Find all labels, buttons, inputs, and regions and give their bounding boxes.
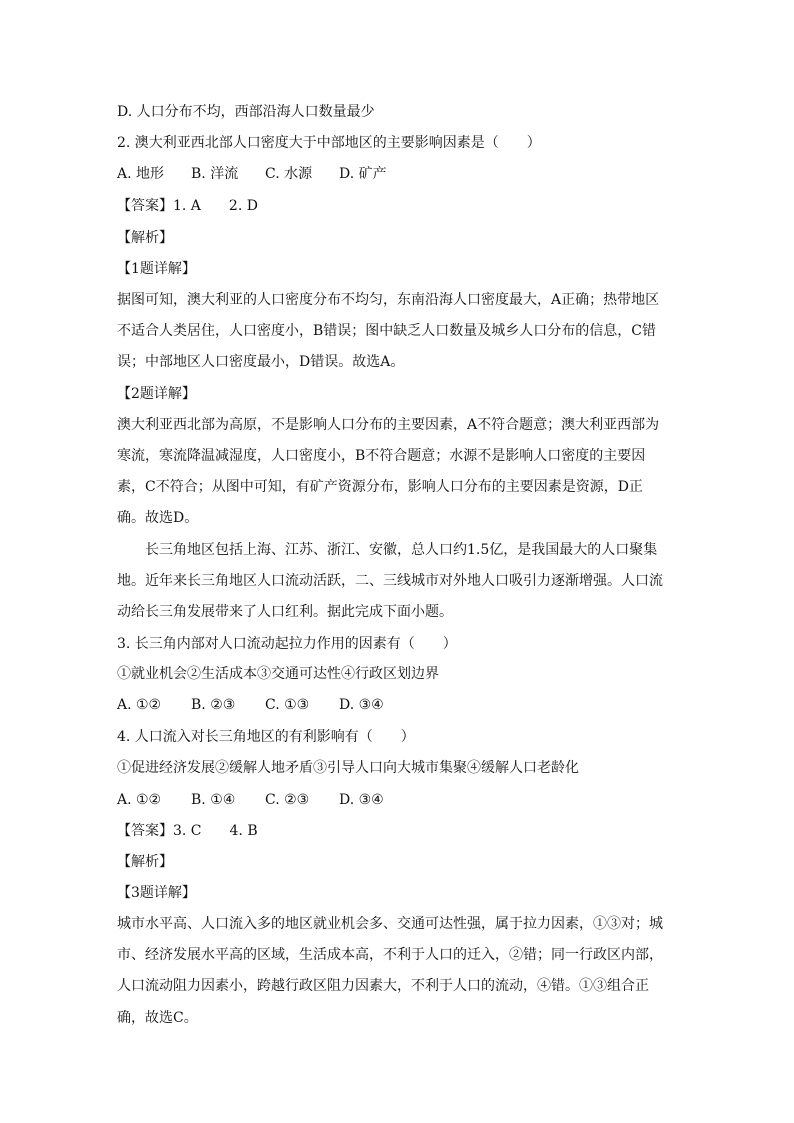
- analysis-label-1: 【解析】: [117, 230, 173, 246]
- detail-3-line: 确，故选C。: [117, 1010, 198, 1026]
- q1-option-d: D. 人口分布不均，西部沿海人口数量最少: [117, 104, 375, 120]
- q4-items: ①促进经济发展②缓解人地矛盾③引导人口向大城市集聚④缓解人口老龄化: [117, 760, 579, 776]
- q2-option-b: B. 洋流: [191, 166, 239, 182]
- answer-1-2: 【答案】1. A 2. D: [117, 198, 258, 214]
- detail-3-line: 市、经济发展水平高的区域，生活成本高，不利于人口的迁入，②错；同一行政区内部，: [117, 947, 663, 963]
- detail-2-line: 确。故选D。: [117, 510, 199, 526]
- detail-3-line: 人口流动阻力因素小，跨越行政区阻力因素大，不利于人口的流动，④错。①③组合正: [117, 978, 649, 994]
- q3-option-d: D. ③④: [339, 697, 384, 713]
- q4-options: [117, 790, 682, 810]
- q2-option-d: D. 矿产: [339, 166, 387, 182]
- q2-option-a: A. 地形: [117, 166, 165, 182]
- q3-option-b: B. ②③: [191, 697, 236, 713]
- answer-3-4: 【答案】3. C 4. B: [117, 823, 258, 839]
- detail-3-line: 城市水平高、人口流入多的地区就业机会多、交通可达性强，属于拉力因素，①③对；城: [117, 916, 663, 932]
- q4-option-d: D. ③④: [339, 792, 384, 808]
- detail-1-line: 不适合人类居住，人口密度小，B错误；图中缺乏人口数量及城乡人口分布的信息，C错: [117, 323, 656, 339]
- detail-3-title: 【3题详解】: [117, 885, 196, 901]
- q4-option-b: B. ①④: [191, 792, 236, 808]
- detail-1-title: 【1题详解】: [117, 261, 196, 277]
- passage-line: 长三角地区包括上海、江苏、浙江、安徽，总人口约1.5亿，是我国最大的人口聚集: [117, 542, 658, 558]
- passage-line: 地。近年来长三角地区人口流动活跃，二、三线城市对外地人口吸引力逐渐增强。人口流: [117, 573, 663, 589]
- detail-2-line: 素，C不符合；从图中可知，有矿产资源分布，影响人口分布的主要因素是资源，D正: [117, 479, 643, 495]
- detail-1-line: 误；中部地区人口密度最小，D错误。故选A。: [117, 354, 405, 370]
- passage-line: 动给长三角发展带来了人口红利。据此完成下面小题。: [117, 604, 453, 620]
- q4-option-a: A. ①②: [117, 792, 162, 808]
- q2-stem: 2. 澳大利亚西北部人口密度大于中部地区的主要影响因素是（ ）: [117, 135, 541, 151]
- q2-option-c: C. 水源: [265, 166, 313, 182]
- q4-stem: 4. 人口流入对长三角地区的有利影响有（ ）: [117, 729, 415, 745]
- detail-2-line: 澳大利亚西北部为高原，不是影响人口分布的主要因素，A不符合题意；澳大利亚西部为: [117, 417, 660, 433]
- q3-options: [117, 695, 682, 715]
- q3-option-a: A. ①②: [117, 697, 162, 713]
- detail-1-line: 据图可知，澳大利亚的人口密度分布不均匀，东南沿海人口密度最大，A正确；热带地区: [117, 292, 660, 308]
- q2-options: [117, 164, 682, 184]
- q3-stem: 3. 长三角内部对人口流动起拉力作用的因素有（ ）: [117, 636, 457, 652]
- q3-option-c: C. ①③: [265, 697, 310, 713]
- detail-2-line: 寒流，寒流降温减湿度，人口密度小，B不符合题意；水源不是影响人口密度的主要因: [117, 448, 646, 464]
- q3-items: ①就业机会②生活成本③交通可达性④行政区划边界: [117, 666, 439, 682]
- analysis-label-2: 【解析】: [117, 854, 173, 870]
- q4-option-c: C. ②③: [265, 792, 310, 808]
- detail-2-title: 【2题详解】: [117, 386, 196, 402]
